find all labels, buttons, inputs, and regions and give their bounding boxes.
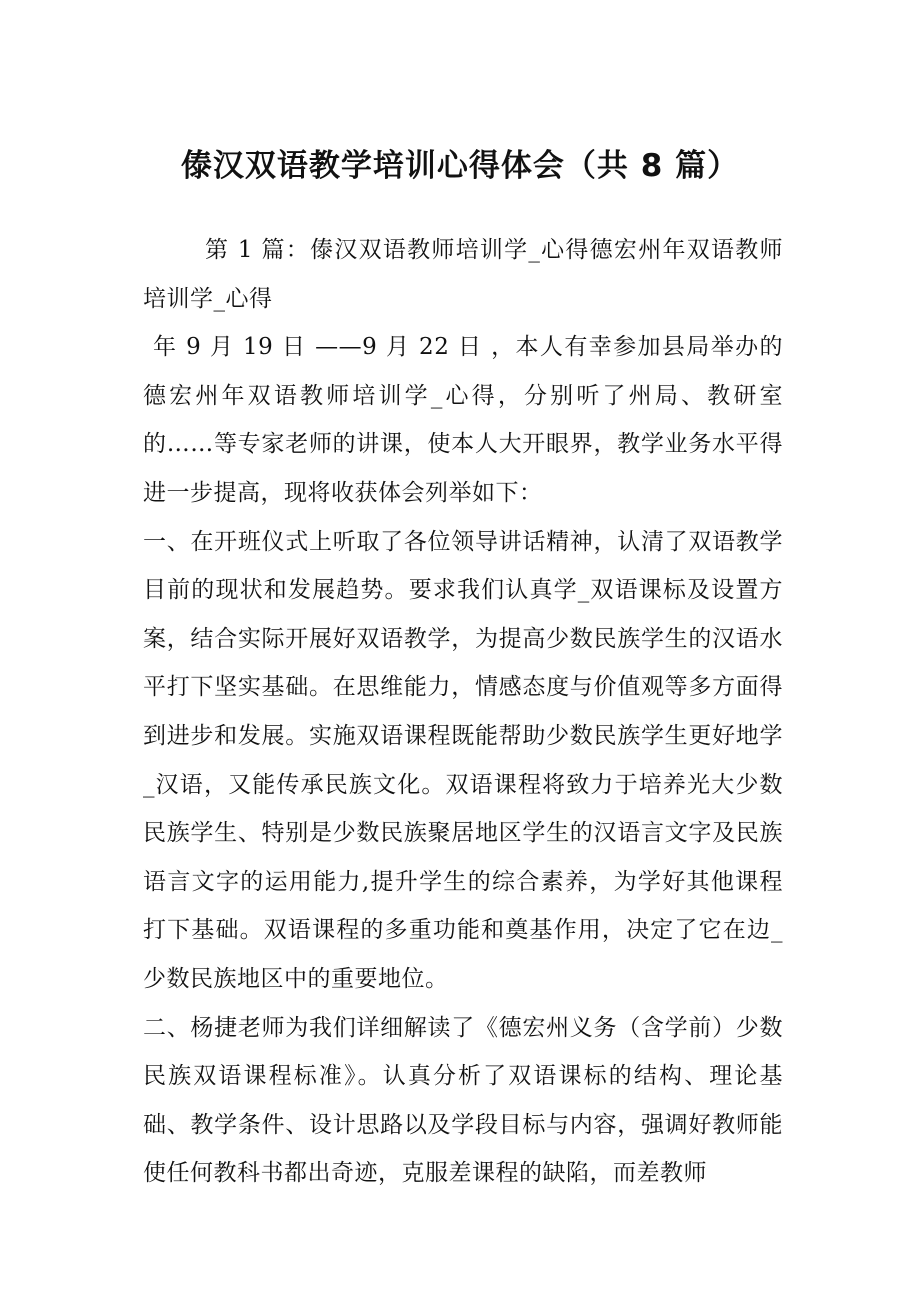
paragraph-heading: 第 1 篇：傣汉双语教师培训学_心得德宏州年双语教师培训学_心得: [143, 237, 783, 312]
document-title: 傣汉双语教学培训心得体会（共 8 篇）: [180, 148, 740, 184]
paragraph-point-two: 二、杨捷老师为我们详细解读了《德宏州义务（含学前）少数民族双语课程标准》。认真分析了双语课标的结构、理论基础、教学条件、设计思路以及学段目标与内容，强调好教师能使任何教科书都出奇迹，克服差课程的缺陷，而差教师: [143, 1014, 783, 1187]
document-body: [143, 226, 783, 1198]
paragraph-intro: 年 9 月 19 日 ——9 月 22 日 ，本人有幸参加县局举办的德宏州年双语教师培训学_心得，分别听了州局、教研室的……等专家老师的讲课，使本人大开眼界，教学业务水平得进一步提高，现将收获体会列举如下：: [143, 334, 783, 506]
paragraph-point-one: 一、在开班仪式上听取了各位领导讲话精神，认清了双语教学目前的现状和发展趋势。要求我们认真学_双语课标及设置方案，结合实际开展好双语教学，为提高少数民族学生的汉语水平打下坚实基础。在思维能力，情感态度与价值观等多方面得到进步和发展。实施双语课程既能帮助少数民族学生更好地学_汉语，又能传承民族文化。双语课程将致力于培养光大少数民族学生、特别是少数民族聚居地区学生的汉语言文字及民族语言文字的运用能力,提升学生的综合素养，为学好其他课程打下基础。双语课程的多重功能和奠基作用，决定了它在边_少数民族地区中的重要地位。: [143, 528, 783, 992]
